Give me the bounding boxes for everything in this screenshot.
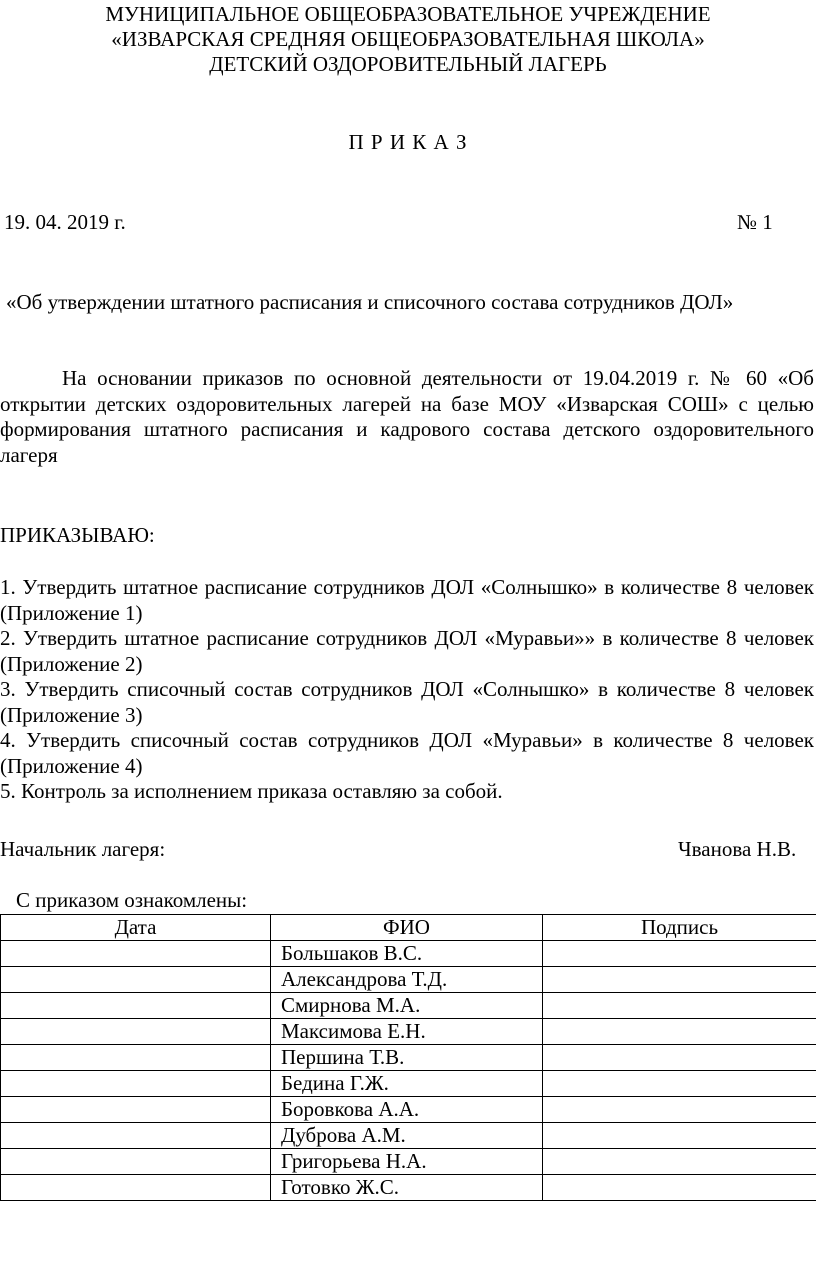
name-cell: Александрова Т.Д. [271, 967, 543, 993]
date-cell [1, 1149, 271, 1175]
document-title: П Р И К А З [348, 130, 468, 154]
date-cell [1, 1097, 271, 1123]
basis-text: На основании приказов по основной деятельности от 19.04.2019 г. № 60 «Об открытии детских оздоровительных лагерей на базе МОУ «Изварская СОШ» с целью формирования штатного расписания и кадрового состава детского оздоровительного лагеря [0, 366, 814, 467]
table-row [1, 1019, 816, 1045]
date-cell [1, 967, 271, 993]
signature-cell [543, 1175, 816, 1201]
table-row [1, 1071, 816, 1097]
name-cell: Першина Т.В. [271, 1045, 543, 1071]
table-row [1, 1123, 816, 1149]
table-row [1, 1045, 816, 1071]
name-cell: Григорьева Н.А. [271, 1149, 543, 1175]
column-header-signature: Подпись [543, 915, 816, 941]
order-word: ПРИКАЗЫВАЮ: [0, 523, 155, 547]
name-cell: Смирнова М.А. [271, 993, 543, 1019]
name-cell: Боровкова А.А. [271, 1097, 543, 1123]
signature-position: Начальник лагеря: [0, 837, 166, 861]
order-subject: «Об утверждении штатного расписания и списочного состава сотрудников ДОЛ» [6, 290, 734, 314]
order-item: 1. Утвердить штатное расписание сотрудников ДОЛ «Солнышко» в количестве 8 человек (Приложение 1) [0, 575, 814, 625]
signature-cell [543, 1097, 816, 1123]
table-row [1, 967, 816, 993]
header-line-1: МУНИЦИПАЛЬНОЕ ОБЩЕОБРАЗОВАТЕЛЬНОЕ УЧРЕЖДЕНИЕ [105, 2, 711, 26]
table-row [1, 1175, 816, 1201]
name-cell: Максимова Е.Н. [271, 1019, 543, 1045]
header-line-3: ДЕТСКИЙ ОЗДОРОВИТЕЛЬНЫЙ ЛАГЕРЬ [209, 52, 607, 76]
date-cell [1, 941, 271, 967]
header-line-2: «ИЗВАРСКАЯ СРЕДНЯЯ ОБЩЕОБРАЗОВАТЕЛЬНАЯ ШКОЛА» [111, 27, 705, 51]
signature-cell [543, 1149, 816, 1175]
name-cell: Бедина Г.Ж. [271, 1071, 543, 1097]
column-header-name: ФИО [271, 915, 543, 941]
signature-cell [543, 967, 816, 993]
name-cell: Дуброва А.М. [271, 1123, 543, 1149]
column-header-date: Дата [1, 915, 271, 941]
signature-cell [543, 941, 816, 967]
signature-cell [543, 1019, 816, 1045]
signature-cell [543, 993, 816, 1019]
table-row [1, 1149, 816, 1175]
signature-cell [543, 1071, 816, 1097]
order-item: 3. Утвердить списочный состав сотрудников ДОЛ «Солнышко» в количестве 8 человек (Приложение 3) [0, 677, 814, 727]
date-cell [1, 1071, 271, 1097]
acquainted-label: С приказом ознакомлены: [16, 888, 248, 912]
basis-paragraph [0, 366, 814, 468]
order-item: 5. Контроль за исполнением приказа оставляю за собой. [0, 779, 503, 803]
institution-header [0, 2, 816, 77]
table-row [1, 1097, 816, 1123]
name-cell: Готовко Ж.С. [271, 1175, 543, 1201]
order-item: 4. Утвердить списочный состав сотрудников ДОЛ «Муравьи» в количестве 8 человек (Приложение 4) [0, 728, 814, 778]
date-cell [1, 1123, 271, 1149]
date-cell [1, 1045, 271, 1071]
signature-name: Чванова Н.В. [678, 837, 797, 861]
signature-cell [543, 1045, 816, 1071]
date-cell [1, 1175, 271, 1201]
table-row [1, 993, 816, 1019]
order-date: 19. 04. 2019 г. [4, 210, 126, 234]
table-header-row [1, 915, 816, 941]
order-item: 2. Утвердить штатное расписание сотрудников ДОЛ «Муравьи»» в количестве 8 человек (Приложение 2) [0, 626, 814, 676]
table-row [1, 941, 816, 967]
signature-cell [543, 1123, 816, 1149]
acquaintance-table [0, 914, 816, 1201]
order-number: № 1 [737, 210, 773, 234]
order-items [0, 575, 814, 805]
name-cell: Большаков В.С. [271, 941, 543, 967]
date-cell [1, 1019, 271, 1045]
date-cell [1, 993, 271, 1019]
